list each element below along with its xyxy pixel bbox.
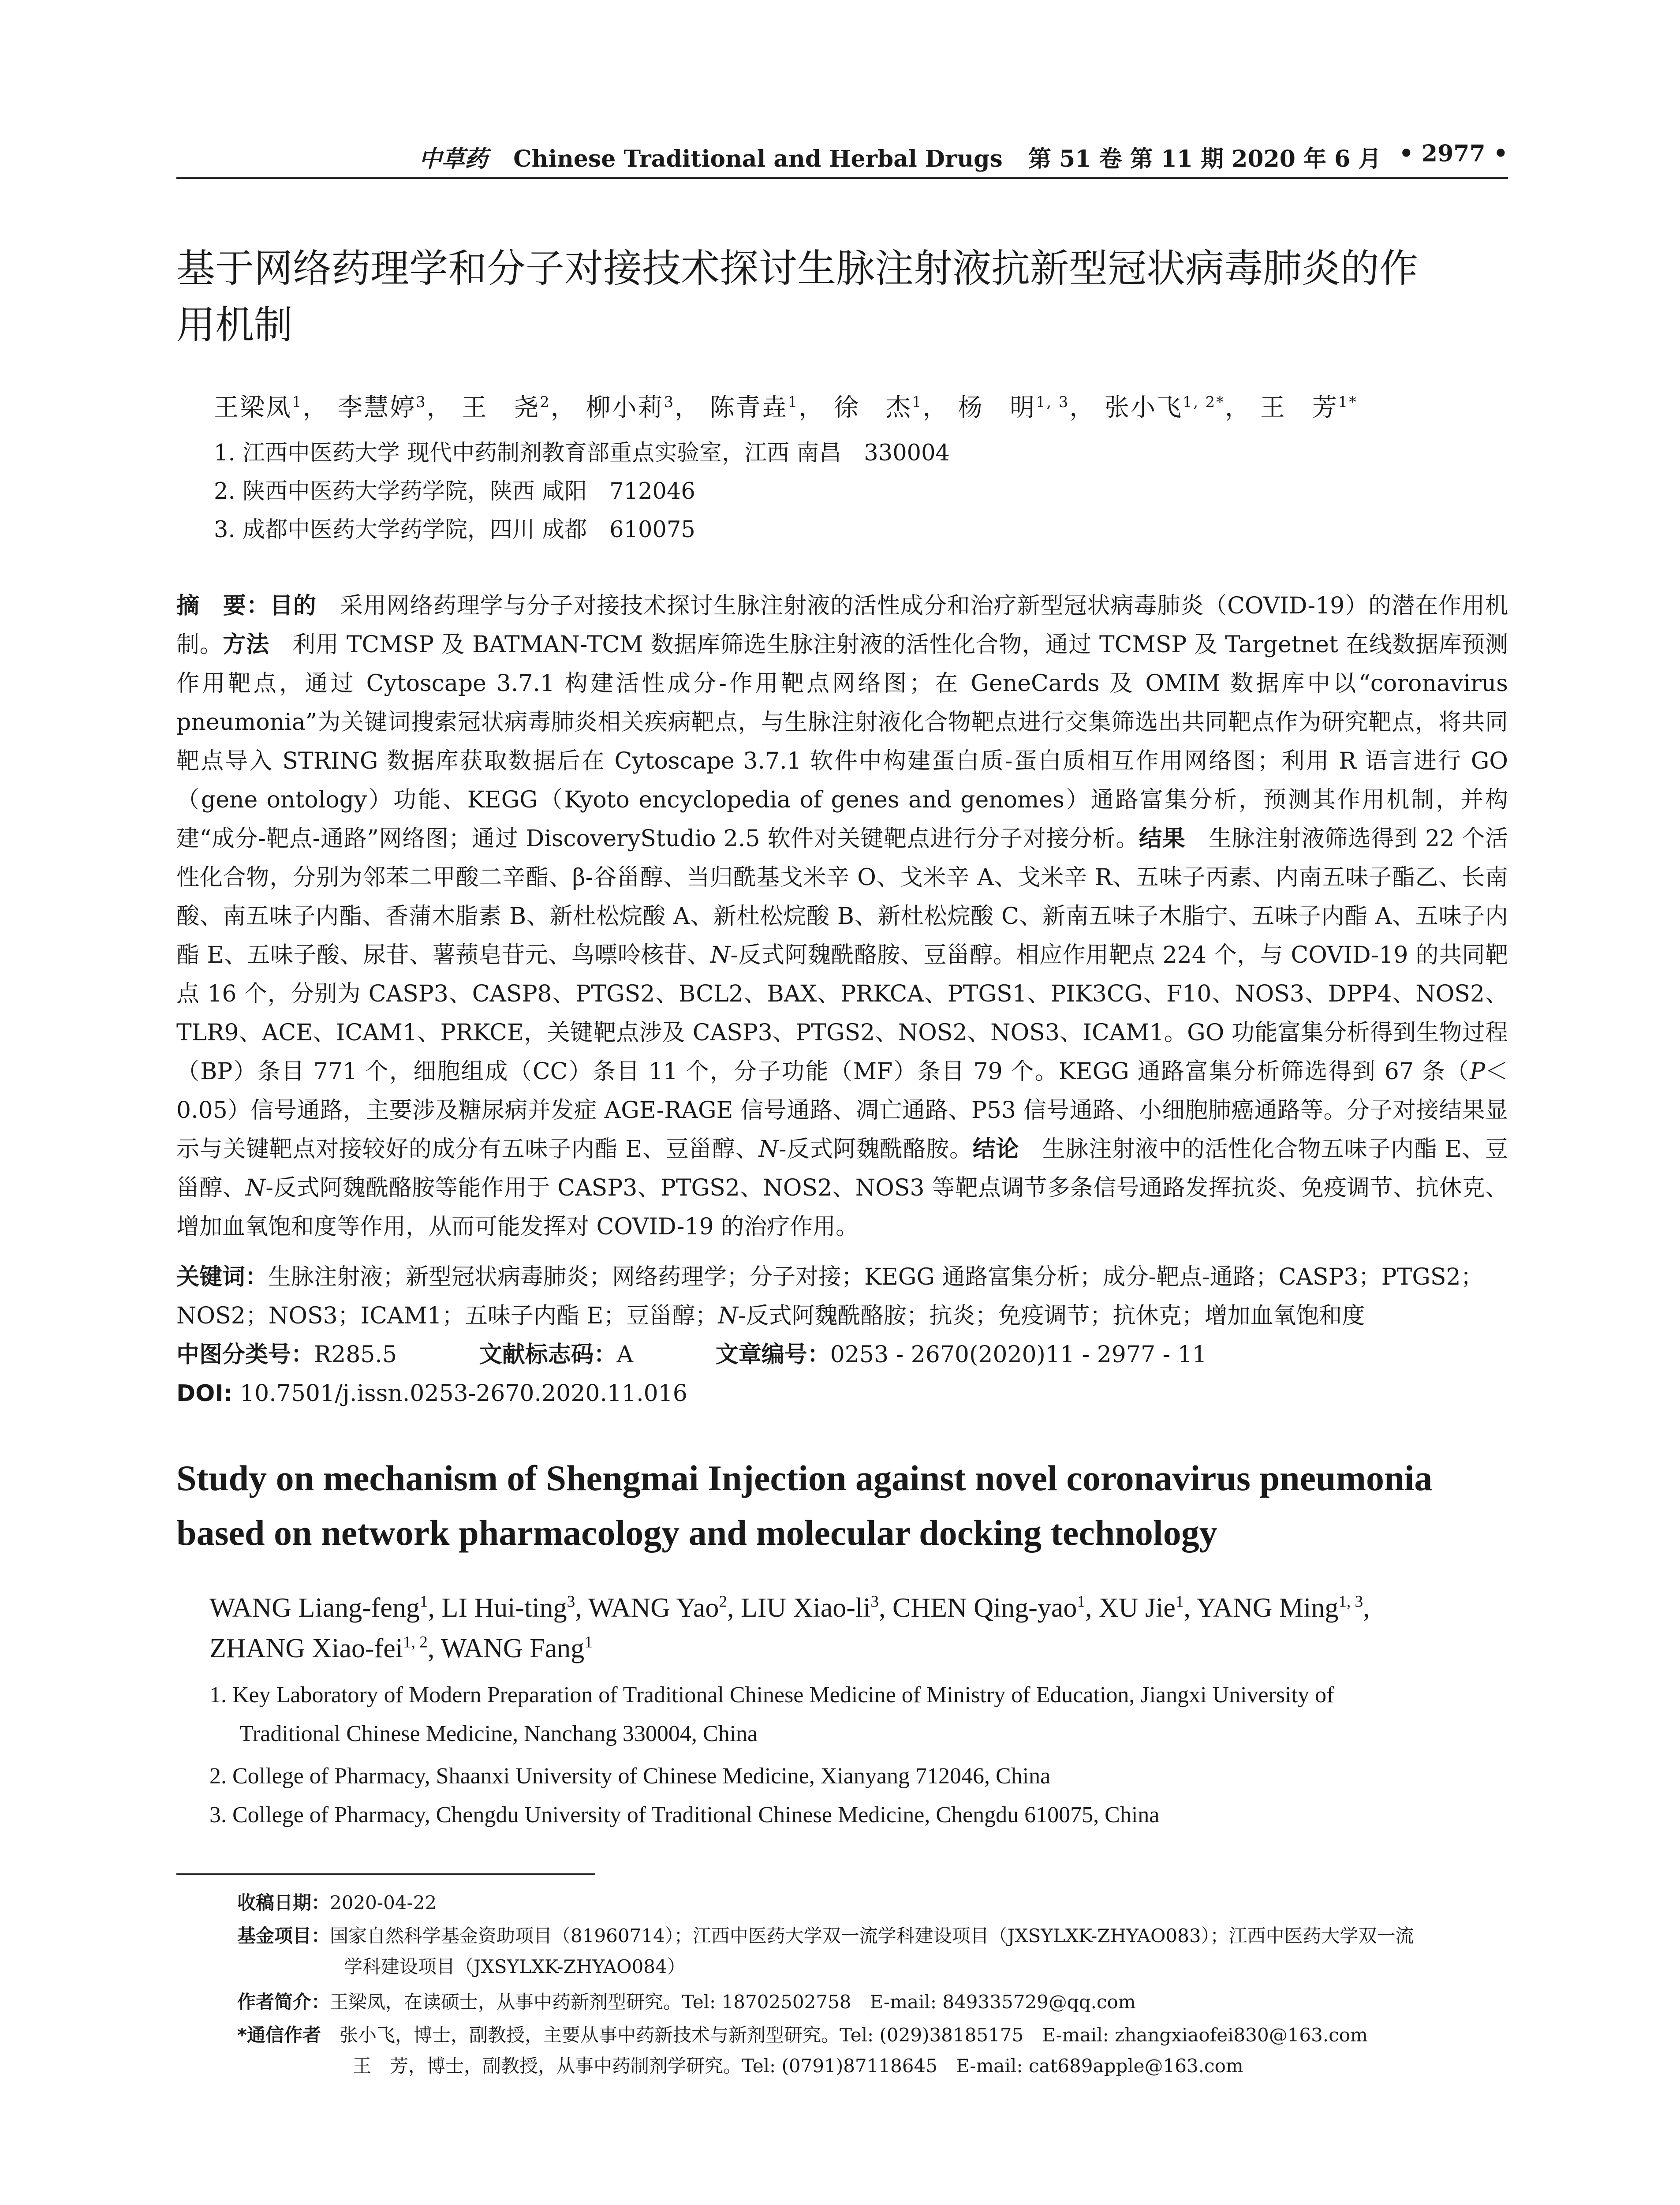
journal-name-cn: 中草药 bbox=[419, 146, 488, 172]
author-en: YANG Ming$^{1, 3}$ bbox=[1196, 1592, 1363, 1623]
doi-line bbox=[176, 1374, 1508, 1413]
affiliation-cn-2: 2. 陕西中医药大学药学院，陕西 咸阳 712046 bbox=[214, 478, 695, 505]
affiliation-en-3: 3. College of Pharmacy, Chengdu University of Traditional Chinese Medicine, Chengdu 610075, China bbox=[209, 1802, 1160, 1828]
results-label: 结果 bbox=[1139, 826, 1186, 852]
affiliation-en-1-line1: 1. Key Laboratory of Modern Preparation of Traditional Chinese Medicine of Ministry of Education, Jiangxi University of bbox=[209, 1682, 1334, 1708]
author-cn: 陈青垚$^1$ bbox=[709, 393, 799, 422]
author-en: WANG Fang$^1$ bbox=[441, 1633, 593, 1663]
title-en bbox=[176, 1451, 1508, 1560]
author-en: WANG Liang-feng$^1$ bbox=[209, 1592, 428, 1623]
author-en: XU Jie$^1$ bbox=[1099, 1592, 1184, 1623]
article-no-value: 0253 - 2670(2020)11 - 2977 - 11 bbox=[830, 1342, 1207, 1368]
results-text: 生脉注射液筛选得到 22 个活性化合物，分别为邻苯二甲酸二辛酯、β-谷甾醇、当归酰基戈米辛 O、戈米辛 A、戈米辛 R、五味子丙素、内南五味子酯乙、长南酸、南五味子内酯、香蒲木脂素 B、新杜松烷酸 A、新杜松烷酸 B、新杜松烷酸 C、新南五味子木脂宁、五味子内酯 A、五味子内酯 E、五味子酸、尿苷、薯蓣皂苷元、鸟嘌呤核苷、 bbox=[176, 826, 1508, 968]
title-cn-line2: 用机制 bbox=[176, 302, 293, 348]
clc-label: 中图分类号： bbox=[176, 1342, 314, 1368]
author-en: CHEN Qing-yao$^1$ bbox=[892, 1592, 1086, 1623]
affiliation-en-2: 2. College of Pharmacy, Shaanxi University of Chinese Medicine, Xianyang 712046, China bbox=[209, 1764, 1051, 1789]
running-header bbox=[176, 140, 1508, 179]
footnote-bio: 作者简介：王梁凤，在读硕士，从事中药新剂型研究。Tel: 18702502758 E-mail: 849335729@qq.com bbox=[237, 1991, 1136, 2013]
affiliation-en-1-line2: Traditional Chinese Medicine, Nanchang 330004, China bbox=[239, 1721, 758, 1746]
affiliation-en-1 bbox=[209, 1676, 1510, 1753]
doi-value: 10.7501/j.issn.0253-2670.2020.11.016 bbox=[240, 1380, 687, 1407]
title-en-line2: based on network pharmacology and molecular docking technology bbox=[176, 1513, 1217, 1553]
results-text: -反式阿魏酰酪胺。 bbox=[778, 1136, 973, 1162]
title-cn bbox=[176, 240, 1508, 353]
journal-name-en: Chinese Traditional and Herbal Drugs bbox=[513, 146, 1003, 172]
italic-n: N bbox=[758, 1136, 779, 1162]
author-en: WANG Yao$^2$ bbox=[588, 1592, 727, 1623]
keywords-line1 bbox=[176, 1258, 1508, 1297]
abstract-label: 摘 要： bbox=[176, 593, 270, 619]
doc-code-label: 文献标志码： bbox=[479, 1342, 617, 1368]
author-en: LIU Xiao-$li^3$ bbox=[740, 1592, 879, 1623]
objective-text: 采用网络药理学与分子对接技术探讨生脉注射液的活性成分和治疗新型冠状病毒肺炎（COVID-19）的潜在作用机制。 bbox=[176, 593, 1508, 658]
author-en: ZHANG Xiao-fei$^{1, 2}$ bbox=[209, 1633, 428, 1663]
author-en: LI Hui-ting$^3$ bbox=[441, 1592, 575, 1623]
clc-value: R285.5 bbox=[314, 1342, 397, 1368]
results-text: ＜0.05）信号通路，主要涉及糖尿病并发症 AGE-RAGE 信号通路、凋亡通路、P53 信号通路、小细胞肺癌通路等。分子对接结果显示与关键靶点对接较好的成分有五味子内酯 E、豆甾醇、 bbox=[176, 1058, 1508, 1162]
title-en-line1: Study on mechanism of Shengmai Injection against novel coronavirus pneumonia bbox=[176, 1458, 1433, 1498]
keywords-text: 生脉注射液；新型冠状病毒肺炎；网络药理学；分子对接；KEGG 通路富集分析；成分-靶点-通路；CASP3；PTGS2； bbox=[268, 1264, 1484, 1290]
conclusion-text: 生脉注射液中的活性化合物五味子内酯 E、豆甾醇、 bbox=[176, 1136, 1508, 1201]
keywords-line2 bbox=[176, 1297, 1508, 1335]
issue-info: 第 51 卷 第 11 期 2020 年 6 月 bbox=[1028, 146, 1381, 172]
author-cn: 王 尧$^2$ bbox=[462, 393, 551, 422]
keywords-label: 关键词： bbox=[176, 1264, 269, 1290]
keywords-text: NOS2；NOS3；ICAM1；五味子内酯 E；豆甾醇； bbox=[176, 1303, 718, 1329]
footnote-received: 收稿日期：2020-04-22 bbox=[237, 1892, 437, 1913]
footnote-rule bbox=[176, 1873, 595, 1875]
italic-n: N bbox=[710, 942, 731, 968]
affiliation-cn-3: 3. 成都中医药大学药学院，四川 成都 610075 bbox=[214, 517, 695, 543]
affiliation-cn-1: 1. 江西中医药大学 现代中药制剂教育部重点实验室，江西 南昌 330004 bbox=[214, 440, 950, 466]
authors-cn: 王梁凤$^1$， 李慧婷$^3$， 王 尧$^2$， 柳小莉$^3$， 陈青垚$^1$， 徐 杰$^1$， 杨 明$^{1, 3}$， 张小飞$^{1, 2*}$， 王 芳$^{1*}$ bbox=[214, 393, 1358, 422]
author-cn: 杨 明$^{1, 3}$ bbox=[958, 393, 1070, 422]
doi-label: DOI: bbox=[176, 1380, 233, 1407]
author-cn: 王梁凤$^1$ bbox=[214, 393, 303, 422]
methods-label: 方法 bbox=[223, 632, 269, 658]
journal-name bbox=[419, 140, 1381, 173]
methods-text: 利用 TCMSP 及 BATMAN-TCM 数据库筛选生脉注射液的活性化合物，通过 TCMSP 及 Targetnet 在线数据库预测作用靶点，通过 Cytoscape 3.7.1 构建活性成分-作用靶点网络图；在 GeneCards 及 OMIM 数据库中以“coronavirus pneumonia”为关键词搜索冠状病毒肺炎相关疾病靶点，与生脉注射液化合物靶点进行交集筛选出共同靶点作为研究靶点，将共同靶点导入 STRING 数据库获取数据后在 Cytoscape 3.7.1 软件中构建蛋白质-蛋白质相互作用网络图；利用 R 语言进行 GO（gene ontology）功能、KEGG（Kyoto encyclopedia of genes and genomes）通路富集分析，预测其作用机制，并构建“成分-靶点-通路”网络图；通过 DiscoveryStudio 2.5 软件对关键靶点进行分子对接分析。 bbox=[176, 632, 1508, 852]
author-cn: 王 芳$^{1*}$ bbox=[1260, 393, 1358, 422]
footnote-fund: 基金项目：国家自然科学基金资助项目（81960714）；江西中医药大学双一流学科建设项目（JXSYLXK-ZHYAO083）；江西中医药大学双一流 bbox=[237, 1925, 1414, 1947]
page-number: • 2977 • bbox=[1399, 140, 1508, 167]
author-cn: 柳小莉$^3$ bbox=[586, 393, 675, 422]
keywords-text: -反式阿魏酰酪胺；抗炎；免疫调节；抗休克；增加血氧饱和度 bbox=[738, 1303, 1365, 1329]
classification-line bbox=[176, 1335, 1508, 1374]
article-no-label: 文章编号： bbox=[715, 1342, 830, 1368]
doc-code-value: A bbox=[616, 1342, 634, 1368]
footnote-fund-line2: 学科建设项目（JXSYLXK-ZHYAO084） bbox=[344, 1956, 686, 1977]
footnote-corresponding-line2: 王 芳，博士，副教授，从事中药制剂学研究。Tel: (0791)87118645 E-mail: cat689apple@163.com bbox=[353, 2055, 1243, 2077]
italic-p: P bbox=[1469, 1058, 1485, 1085]
italic-n: N bbox=[245, 1175, 266, 1201]
author-cn: 张小飞$^{1, 2*}$ bbox=[1105, 393, 1225, 422]
authors-en: WANG Liang-feng$^1$, LI Hui-ting$^3$, WANG Yao$^2$, LIU Xiao-$li^3$, CHEN Qing-yao$^1$, XU Jie$^1$, YANG Ming$^{1, 3}$, ZHANG Xiao-fei$^{1, 2}$, WANG Fang$^1$ bbox=[209, 1592, 1370, 1663]
title-cn-line1: 基于网络药理学和分子对接技术探讨生脉注射液抗新型冠状病毒肺炎的作 bbox=[176, 246, 1419, 291]
italic-n: N bbox=[718, 1303, 738, 1329]
author-cn: 李慧婷$^3$ bbox=[338, 393, 427, 422]
results-text: -反式阿魏酰酪胺、豆甾醇。相应作用靶点 224 个，与 COVID-19 的共同靶点 16 个，分别为 CASP3、CASP8、PTGS2、BCL2、BAX、PRKCA、PTGS1、PIK3CG、F10、NOS3、DPP4、NOS2、TLR9、ACE、ICAM1、PRKCE，关键靶点涉及 CASP3、PTGS2、NOS2、NOS3、ICAM1。GO 功能富集分析得到生物过程（BP）条目 771 个，细胞组成（CC）条目 11 个，分子功能（MF）条目 79 个。KEGG 通路富集分析筛选得到 67 条（ bbox=[176, 942, 1508, 1085]
objective-label: 目的 bbox=[269, 593, 317, 619]
author-cn: 徐 杰$^1$ bbox=[833, 393, 923, 422]
conclusion-text: -反式阿魏酰酪胺等能作用于 CASP3、PTGS2、NOS2、NOS3 等靶点调节多条信号通路发挥抗炎、免疫调节、抗休克、增加血氧饱和度等作用，从而可能发挥对 COVID-19 的治疗作用。 bbox=[176, 1175, 1508, 1240]
footnote-corresponding: *通信作者 张小飞，博士，副教授，主要从事中药新技术与新剂型研究。Tel: (029)38185175 E-mail: zhangxiaofei830@163.com bbox=[237, 2024, 1368, 2046]
conclusion-label: 结论 bbox=[972, 1136, 1019, 1162]
abstract bbox=[176, 587, 1508, 1246]
